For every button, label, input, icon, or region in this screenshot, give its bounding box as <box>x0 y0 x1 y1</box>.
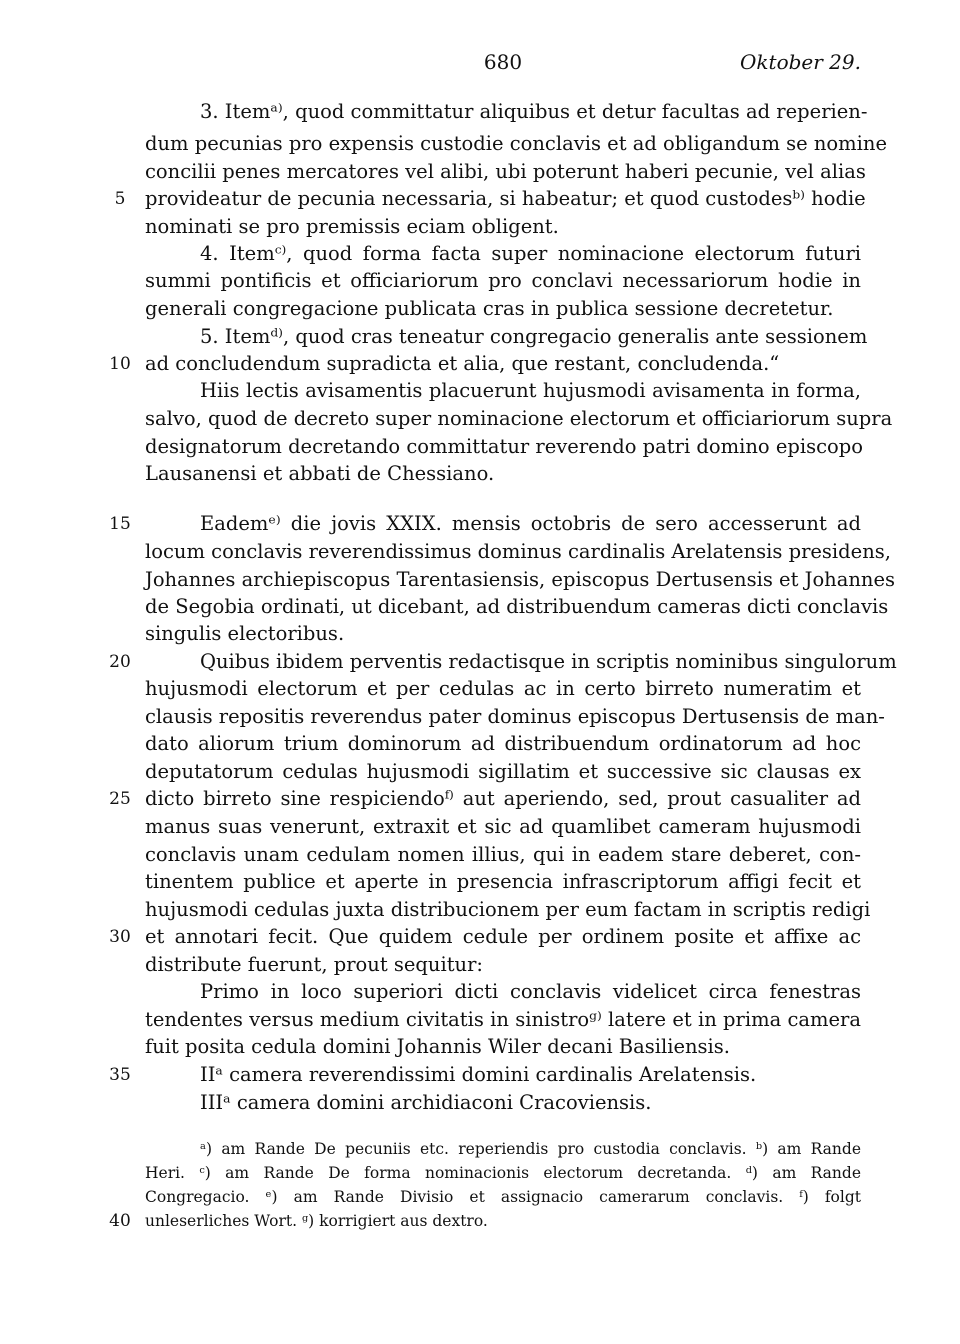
text-line: dato aliorum trium dominorum ad distribuendum ordinatorum ad hoc <box>145 732 861 755</box>
text-line: generali congregacione publicata cras in publica sessione decretetur. <box>145 297 834 320</box>
line-number: 25 <box>109 789 131 809</box>
text-line: Quibus ibidem perventis redactisque in scriptis nominibus singulorum <box>200 650 897 673</box>
text-line: fuit posita cedula domini Johannis Wiler decani Basiliensis. <box>145 1035 730 1058</box>
text-line: hujusmodi electorum et per cedulas ac in certo birreto numeratim et <box>145 677 861 700</box>
page-header <box>145 50 861 80</box>
text-line: Primo in loco superiori dicti conclavis videlicet circa fenestras <box>200 980 861 1003</box>
text-line: Johannes archiepiscopus Tarentasiensis, episcopus Dertusensis et Johannes <box>145 568 896 591</box>
footnote-line: ᵃ) am Rande De pecuniis etc. reperiendis pro custodia conclavis. ᵇ) am Rande <box>200 1140 861 1158</box>
text-line: tinentem publice et aperte in presencia infrascriptorum affigi fecit et <box>145 870 861 893</box>
text-line: Hiis lectis avisamentis placuerunt hujusmodi avisamenta in forma, <box>200 379 861 402</box>
text-line: deputatorum cedulas hujusmodi sigillatim et successive sic clausas ex <box>145 760 861 783</box>
footnote-line: unleserliches Wort. ᵍ) korrigiert aus dextro. <box>145 1212 488 1230</box>
text-line: salvo, quod de decreto super nominacione electorum et officiariorum supra <box>145 407 893 430</box>
text-line: 4. Itemᶜ⁾, quod forma facta super nominacione electorum futuri <box>200 242 861 265</box>
footnote-line: Congregacio. ᵉ) am Rande Divisio et assignacio camerarum conclavis. ᶠ) folgt <box>145 1188 861 1206</box>
line-number: 15 <box>109 514 131 534</box>
running-head: Oktober 29. <box>740 50 861 74</box>
line-number: 20 <box>109 652 131 672</box>
text-line: provideatur de pecunia necessaria, si habeatur; et quod custodesᵇ⁾ hodie <box>145 187 866 210</box>
text-line: concilii penes mercatores vel alibi, ubi poterunt haberi pecunie, vel alias <box>145 160 866 183</box>
text-line: designatorum decretando committatur reverendo patri domino episcopo <box>145 435 863 458</box>
text-line: nominati se pro premissis eciam obligent. <box>145 215 559 238</box>
text-line: tendentes versus medium civitatis in sinistroᵍ⁾ latere et in prima camera <box>145 1008 861 1031</box>
line-number: 5 <box>114 189 126 209</box>
text-line: singulis electoribus. <box>145 622 345 645</box>
text-line: conclavis unam cedulam nomen illius, qui in eadem stare deberet, con- <box>145 843 861 866</box>
text-line: Lausanensi et abbati de Chessiano. <box>145 462 495 485</box>
line-number: 35 <box>109 1065 131 1085</box>
text-line: 5. Itemᵈ⁾, quod cras teneatur congregacio generalis ante sessionem <box>200 325 868 348</box>
text-line: dum pecunias pro expensis custodie conclavis et ad obligandum se nomine <box>145 132 887 155</box>
text-line: hujusmodi cedulas juxta distribucionem per eum factam in scriptis redigi <box>145 898 871 921</box>
text-line: 3. Itemᵃ⁾, quod committatur aliquibus et detur facultas ad reperien- <box>200 100 868 123</box>
line-number: 30 <box>109 927 131 947</box>
line-number: 10 <box>109 354 131 374</box>
text-line: distribute fuerunt, prout sequitur: <box>145 953 483 976</box>
text-line: summi pontificis et officiariorum pro conclavi necessariorum hodie in <box>145 269 861 292</box>
text-line: et annotari fecit. Que quidem cedule per ordinem posite et affixe ac <box>145 925 861 948</box>
text-line: ad concludendum supradicta et alia, que restant, concludenda.“ <box>145 352 780 375</box>
text-line: locum conclavis reverendissimus dominus cardinalis Arelatensis presidens, <box>145 540 891 563</box>
page-number: 680 <box>483 50 523 74</box>
text-line: dicto birreto sine respiciendoᶠ⁾ aut aperiendo, sed, prout casualiter ad <box>145 787 861 810</box>
text-line: IIIᵃ camera domini archidiaconi Cracoviensis. <box>200 1091 652 1114</box>
text-line: IIᵃ camera reverendissimi domini cardinalis Arelatensis. <box>200 1063 757 1086</box>
text-line: clausis repositis reverendus pater dominus episcopus Dertusensis de man- <box>145 705 885 728</box>
text-line: Eademᵉ⁾ die jovis XXIX. mensis octobris de sero accesserunt ad <box>200 512 861 535</box>
text-line: de Segobia ordinati, ut dicebant, ad distribuendum cameras dicti conclavis <box>145 595 889 618</box>
text-line: manus suas venerunt, extraxit et sic ad quamlibet cameram hujusmodi <box>145 815 861 838</box>
footnote-line: Heri. ᶜ) am Rande De forma nominacionis electorum decretanda. ᵈ) am Rande <box>145 1164 861 1182</box>
line-number: 40 <box>109 1211 131 1231</box>
